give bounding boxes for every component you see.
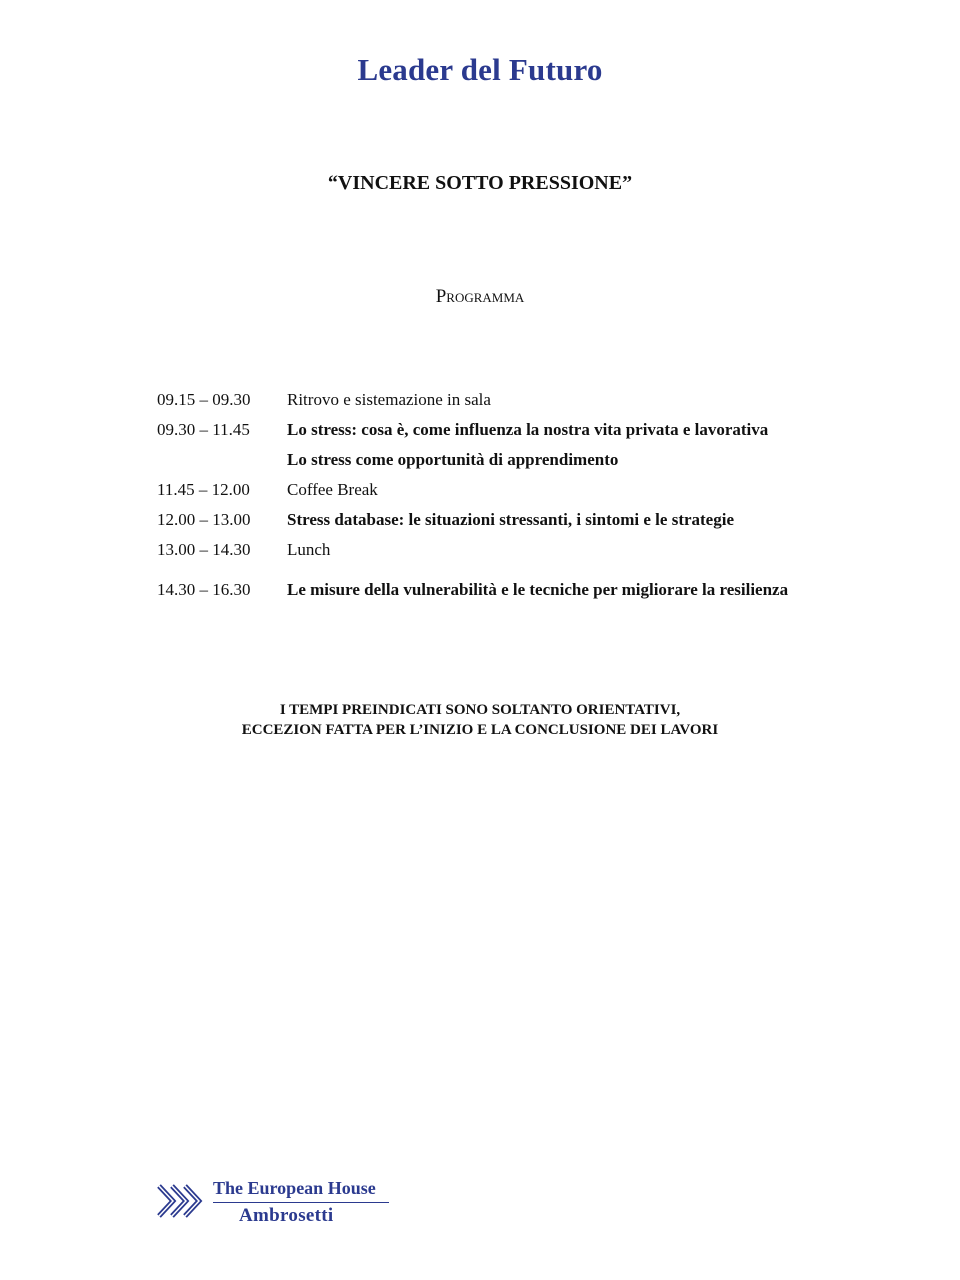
notice-line: ECCEZION FATTA PER L’INIZIO E LA CONCLUSIONE DEI LAVORI (241, 722, 719, 738)
schedule-row (157, 575, 877, 605)
logo-text-line1: The European House (213, 1178, 376, 1198)
schedule-activity: Lunch (287, 540, 331, 559)
schedule-row (157, 475, 877, 505)
page-subtitle: “VINCERE SOTTO PRESSIONE” (327, 172, 633, 194)
schedule-row (157, 445, 877, 475)
schedule-activity: Stress database: le situazioni stressanti, i sintomi e le strategie (287, 510, 734, 529)
schedule-row (157, 535, 877, 565)
logo-divider (213, 1202, 389, 1203)
schedule-row (157, 505, 877, 535)
logo-text-line2: Ambrosetti (239, 1205, 334, 1226)
notice-line: I TEMPI PREINDICATI SONO SOLTANTO ORIENTATIVI, (279, 702, 681, 718)
page-title: Leader del Futuro (357, 52, 603, 87)
schedule-time: 13.00 – 14.30 (157, 540, 251, 559)
schedule-time: 09.15 – 09.30 (157, 390, 251, 409)
notice-text (0, 700, 960, 740)
company-logo (155, 1178, 395, 1228)
schedule-activity: Coffee Break (287, 480, 378, 499)
schedule-activity: Lo stress: cosa è, come influenza la nostra vita privata e lavorativa (287, 420, 769, 439)
schedule-activity: Ritrovo e sistemazione in sala (287, 390, 491, 409)
schedule-activity: Lo stress come opportunità di apprendimento (287, 450, 619, 469)
schedule-row (157, 385, 877, 415)
schedule-time: 11.45 – 12.00 (157, 480, 250, 499)
schedule-activity: Le misure della vulnerabilità e le tecniche per migliorare la resilienza (287, 580, 789, 599)
schedule-time: 12.00 – 13.00 (157, 510, 251, 529)
schedule-table (157, 385, 877, 605)
section-heading: Programma (435, 286, 525, 307)
logo-mark-icon (155, 1180, 207, 1222)
schedule-time: 09.30 – 11.45 (157, 420, 250, 439)
schedule-row (157, 415, 877, 445)
schedule-time: 14.30 – 16.30 (157, 580, 251, 599)
